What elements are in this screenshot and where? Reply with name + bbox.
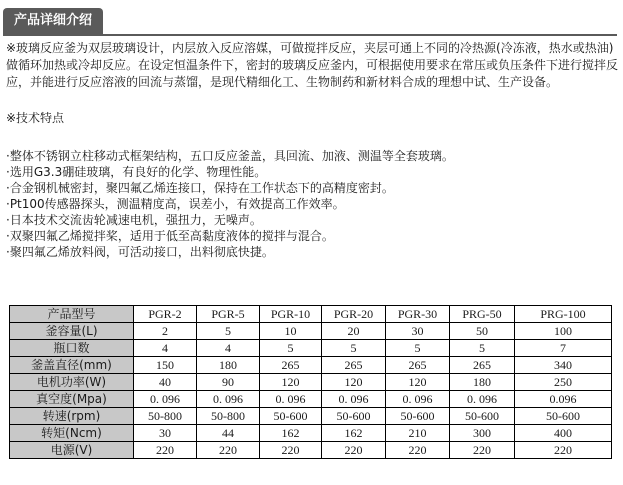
table-cell: 50-600 <box>515 408 612 425</box>
header-divider <box>3 34 617 36</box>
intro-paragraph: ※玻璃反应釜为双层玻璃设计，内层放入反应溶媒，可做搅拌反应，夹层可通上不同的冷热源(冷冻液，热水或热油)做循环加热或冷却反应。在设定恒温条件下，密封的玻璃反应釜内，可根据使用要求在常压或负压条件下进行搅拌反应，并能进行反应溶液的回流与蒸馏，是现代精细化工、生物制药和新材料合成的理想中试、生产设备。 <box>6 41 619 89</box>
row-label: 电源(V) <box>10 442 134 459</box>
table-cell: 180 <box>197 357 260 374</box>
feature-item: ·日本技术交流齿轮减速电机，强扭力，无噪声。 <box>6 213 262 227</box>
table-cell: 162 <box>260 425 322 442</box>
table-row <box>10 357 612 374</box>
table-cell: 7 <box>515 340 612 357</box>
table-cell: 50-600 <box>260 408 322 425</box>
table-cell: 20 <box>322 323 386 340</box>
table-cell: 5 <box>197 323 260 340</box>
table-row <box>10 425 612 442</box>
table-cell: 220 <box>450 442 515 459</box>
table-cell: 120 <box>386 374 450 391</box>
row-label: 釜盖直径(mm) <box>10 357 134 374</box>
row-label: 真空度(Mpa) <box>10 391 134 408</box>
table-cell: 40 <box>134 374 197 391</box>
table-cell: 220 <box>260 442 322 459</box>
table-cell: 150 <box>134 357 197 374</box>
table-cell: PRG-100 <box>515 306 612 323</box>
table-cell: 220 <box>134 442 197 459</box>
table-cell: 162 <box>322 425 386 442</box>
table-row <box>10 391 612 408</box>
table-cell: 120 <box>260 374 322 391</box>
table-row <box>10 340 612 357</box>
table-cell: 0. 096 <box>260 391 322 408</box>
section-header <box>0 0 623 40</box>
table-cell: 10 <box>260 323 322 340</box>
row-label: 转速(rpm) <box>10 408 134 425</box>
table-cell: 0.096 <box>515 391 612 408</box>
table-cell: 100 <box>515 323 612 340</box>
table-cell: 0. 096 <box>322 391 386 408</box>
table-row <box>10 323 612 340</box>
spec-table <box>9 305 612 459</box>
table-cell: 220 <box>386 442 450 459</box>
table-cell: 4 <box>134 340 197 357</box>
features-title: ※技术特点 <box>6 111 65 125</box>
table-cell: 50-600 <box>322 408 386 425</box>
row-label: 瓶口数 <box>10 340 134 357</box>
table-cell: 0. 096 <box>197 391 260 408</box>
table-row <box>10 408 612 425</box>
table-cell: 210 <box>386 425 450 442</box>
row-label: 电机功率(W) <box>10 374 134 391</box>
table-row <box>10 374 612 391</box>
table-cell: 50-800 <box>134 408 197 425</box>
table-cell: 265 <box>322 357 386 374</box>
table-cell: 50-800 <box>197 408 260 425</box>
table-cell: 5 <box>260 340 322 357</box>
table-cell: PGR-5 <box>197 306 260 323</box>
features-list <box>6 148 618 260</box>
table-cell: PGR-20 <box>322 306 386 323</box>
table-cell: 250 <box>515 374 612 391</box>
table-cell: 0. 096 <box>386 391 450 408</box>
table-cell: PGR-2 <box>134 306 197 323</box>
table-cell: 265 <box>260 357 322 374</box>
table-cell: 300 <box>450 425 515 442</box>
table-cell: 5 <box>386 340 450 357</box>
table-cell: 5 <box>322 340 386 357</box>
table-cell: 0. 096 <box>134 391 197 408</box>
table-cell: 90 <box>197 374 260 391</box>
table-cell: PRG-50 <box>450 306 515 323</box>
table-cell: 30 <box>386 323 450 340</box>
table-cell: 2 <box>134 323 197 340</box>
table-cell: 220 <box>322 442 386 459</box>
feature-item: ·合金钢机械密封，聚四氟乙烯连接口，保持在工作状态下的高精度密封。 <box>6 181 394 195</box>
table-cell: 220 <box>197 442 260 459</box>
table-cell: PGR-30 <box>386 306 450 323</box>
feature-item: ·Pt100传感器探头，测温精度高，误差小，有效提高工作效率。 <box>6 197 345 211</box>
row-label: 转矩(Ncm) <box>10 425 134 442</box>
feature-item: ·双聚四氟乙烯搅拌桨，适用于低至高黏度液体的搅拌与混合。 <box>6 229 334 243</box>
table-cell: 180 <box>450 374 515 391</box>
feature-item: ·整体不锈钢立柱移动式框架结构，五口反应釜盖，具回流、加液、测温等全套玻璃。 <box>6 149 454 163</box>
table-row <box>10 442 612 459</box>
feature-item: ·选用G3.3硼硅玻璃，有良好的化学、物理性能。 <box>6 165 267 179</box>
table-cell: 220 <box>515 442 612 459</box>
table-cell: 50 <box>450 323 515 340</box>
row-label: 釜容量(L) <box>10 323 134 340</box>
feature-item: ·聚四氟乙烯放料阀，可活动接口，出料彻底快捷。 <box>6 245 274 259</box>
product-description <box>6 40 618 260</box>
table-row <box>10 306 612 323</box>
section-title-tab: 产品详细介绍 <box>3 8 103 34</box>
table-cell: 120 <box>322 374 386 391</box>
table-cell: 265 <box>450 357 515 374</box>
row-label: 产品型号 <box>10 306 134 323</box>
table-cell: 30 <box>134 425 197 442</box>
table-cell: 50-600 <box>386 408 450 425</box>
table-cell: 4 <box>197 340 260 357</box>
table-cell: 50-600 <box>450 408 515 425</box>
table-cell: 400 <box>515 425 612 442</box>
table-cell: 44 <box>197 425 260 442</box>
table-cell: 340 <box>515 357 612 374</box>
table-cell: 265 <box>386 357 450 374</box>
table-cell: 0. 096 <box>450 391 515 408</box>
table-cell: 5 <box>450 340 515 357</box>
table-cell: PGR-10 <box>260 306 322 323</box>
